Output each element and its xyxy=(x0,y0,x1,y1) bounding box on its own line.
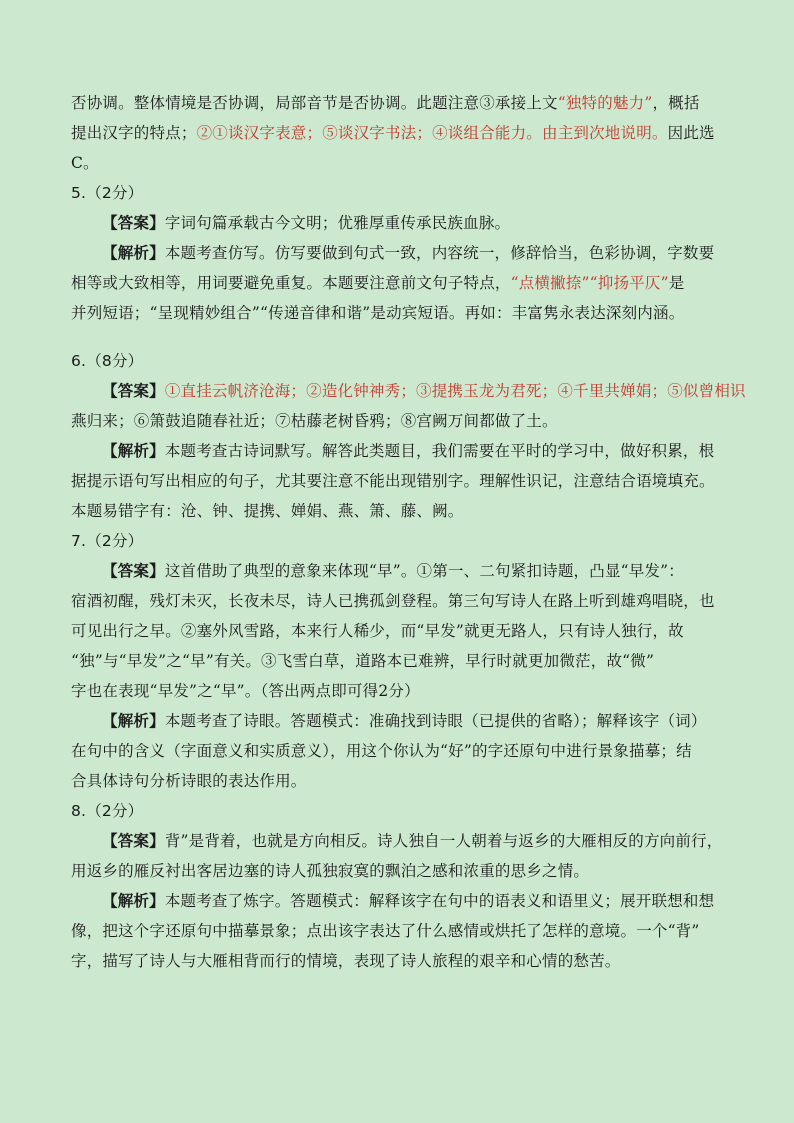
q4-highlight: ②①谈汉字表意；⑤谈汉字书法；④谈组合能力。由主到次地说明。 xyxy=(196,124,668,142)
answer-tag: 【答案】 xyxy=(102,213,165,232)
q7-answer-3: 可见出行之早。②塞外风雪路，本来行人稀少，而“早发”就更无路人，只有诗人独行，故 xyxy=(71,622,684,640)
q6-analysis-1 xyxy=(71,436,724,466)
q4-line-1 xyxy=(71,88,724,118)
q6-number: 6.（8分） xyxy=(71,352,144,370)
q8-answer-1 xyxy=(71,826,724,856)
q7-answer-2: 宿酒初醒，残灯未灭，长夜未尽，诗人已携孤剑登程。第三句写诗人在路上听到雄鸡唱晓，也 xyxy=(71,592,715,610)
q4-quote: “独特的魅力” xyxy=(557,94,653,112)
analysis-text: 本题考查古诗词默写。解答此类题目，我们需要在平时的学习中，做好积累，根 xyxy=(164,442,715,460)
q6-answer-2: 燕归来；⑥箫鼓追随春社近；⑦枯藤老树昏鸦；⑧宫阙万间都做了土。 xyxy=(71,412,558,430)
answer-tag: 【答案】 xyxy=(102,561,165,580)
answer-tag: 【答案】 xyxy=(102,831,165,850)
q4-line-3: C。 xyxy=(71,154,99,172)
q8-number: 8.（2分） xyxy=(71,802,144,820)
analysis-highlight: “点横撇捺”“抑扬平仄” xyxy=(510,274,669,292)
q7-analysis-2: 在句中的含义（字面意义和实质意义），用这个你认为“好”的字还原句中进行景象描摹；结 xyxy=(71,742,692,760)
q7-answer-4: “独”与“早发”之“早”有关。③飞雪白草，道路本已难辨，早行时就更加微茫，故“微” xyxy=(71,652,655,670)
analysis-text: 本题考查了诗眼。答题模式：准确找到诗眼（已提供的省略）；解释该字（词） xyxy=(164,712,707,730)
q4-text: 因此选 xyxy=(667,124,715,142)
q7-number: 7.（2分） xyxy=(71,532,144,550)
q6-analysis-3: 本题易错字有：沧、钟、提携、婵娟、燕、箫、藤、阙。 xyxy=(71,502,464,520)
q5-answer xyxy=(71,208,724,238)
q5-analysis-1 xyxy=(71,238,724,268)
q6-answer-1 xyxy=(71,376,746,406)
analysis-tag: 【解析】 xyxy=(102,243,165,262)
answer-text: 背”是背着，也就是方向相反。诗人独自一人朝着与返乡的大雁相反的方向前行， xyxy=(164,832,723,850)
analysis-text: 是 xyxy=(668,274,685,292)
analysis-text: 本题考查了炼字。答题模式：解释该字在句中的语表义和语里义；展开联想和想 xyxy=(164,892,715,910)
q8-analysis-3: 字，描写了诗人与大雁相背而行的情境，表现了诗人旅程的艰辛和心情的愁苦。 xyxy=(71,952,621,970)
q7-analysis-3: 合具体诗句分析诗眼的表达作用。 xyxy=(71,772,307,790)
q7-analysis-1 xyxy=(71,706,724,736)
analysis-text: 相等或大致相等，用词要避免重复。本题要注意前文句子特点， xyxy=(71,274,511,292)
q6-analysis-2: 据提示语句写出相应的句子，尤其要注意不能出现错别字。理解性识记，注意结合语境填充。 xyxy=(71,472,715,490)
spacer xyxy=(71,328,724,346)
answer-tag: 【答案】 xyxy=(102,381,165,400)
q8-answer-2: 用返乡的雁反衬出客居边塞的诗人孤独寂寞的飘泊之感和浓重的思乡之情。 xyxy=(71,862,590,880)
q7-answer-5: 字也在表现“早发”之“早”。（答出两点即可得2分） xyxy=(71,682,420,700)
q5-number: 5.（2分） xyxy=(71,184,144,202)
analysis-text: 本题考查仿写。仿写要做到句式一致，内容统一，修辞恰当，色彩协调，字数要 xyxy=(164,244,715,262)
answer-text: ①直挂云帆济沧海；②造化钟神秀；③提携玉龙为君死；④千里共婵娟；⑤似曾相识 xyxy=(164,382,746,400)
q8-analysis-1 xyxy=(71,886,724,916)
q5-analysis-2 xyxy=(71,268,724,298)
q5-analysis-3: 并列短语；“呈现精妙组合”“传递音律和谐”是动宾短语。再如：丰富隽永表达深刻内涵。 xyxy=(71,304,685,322)
answer-text: 字词句篇承载古今文明；优雅厚重传承民族血脉。 xyxy=(164,214,511,232)
q7-answer-1 xyxy=(71,556,724,586)
q4-text: 提出汉字的特点； xyxy=(71,124,197,142)
analysis-tag: 【解析】 xyxy=(102,711,165,730)
q4-text: ，概括 xyxy=(652,94,700,112)
analysis-tag: 【解析】 xyxy=(102,891,165,910)
analysis-tag: 【解析】 xyxy=(102,441,165,460)
answer-text: 这首借助了典型的意象来体现“早”。①第一、二句紧扣诗题，凸显“早发”： xyxy=(164,562,685,580)
q4-line-2 xyxy=(71,118,724,148)
q8-analysis-2: 像，把这个字还原句中描摹景象；点出该字表达了什么感情或烘托了怎样的意境。一个“背” xyxy=(71,922,700,940)
q4-text: 否协调。整体情境是否协调，局部音节是否协调。此题注意③承接上文 xyxy=(71,94,558,112)
